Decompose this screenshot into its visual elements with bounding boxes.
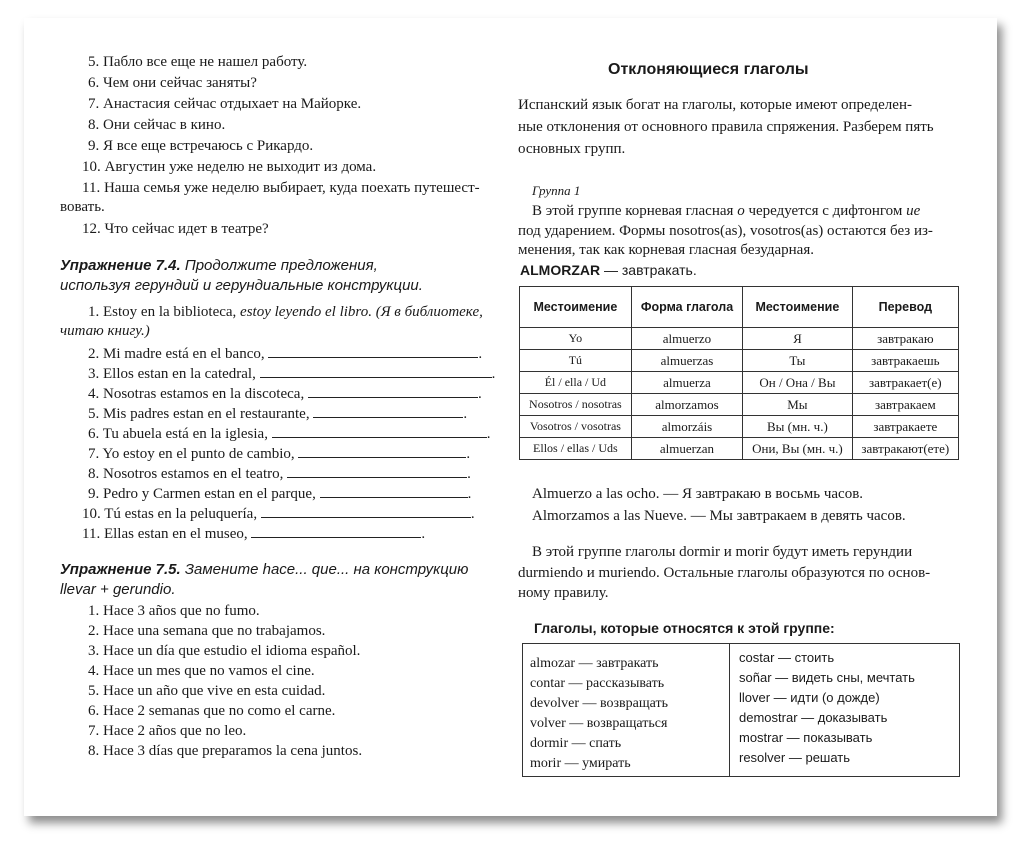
table-cell: Ты — [743, 350, 852, 372]
example-sentence: Almuerzo a las ocho. — Я завтракаю в восьмь часов. — [532, 486, 864, 502]
verb-item: volver — возвращаться — [530, 716, 668, 731]
group-description: менения, так как корневая гласная безударная. — [518, 242, 814, 258]
exercise-item: 3. Ellos estan en la catedral, . — [88, 366, 496, 382]
verb-item: llover — идти (о дожде) — [739, 690, 880, 705]
list-item: 6. Чем они сейчас заняты? — [88, 75, 257, 91]
exercise-item: 11. Ellas estan en el museo, . — [82, 526, 426, 542]
table-cell: Él / ella / Ud — [520, 372, 632, 394]
exercise-7-4-title: Упражнение 7.4. Продолжите предложения, — [60, 257, 378, 274]
table-cell: завтракаю — [852, 328, 958, 350]
exercise-item: 2. Mi madre está en el banco, . — [88, 346, 483, 362]
table-cell: Он / Она / Вы — [743, 372, 852, 394]
exercise-item: 8. Hace 3 días que preparamos la cena juntos. — [88, 743, 363, 759]
verbs-box — [522, 643, 960, 777]
table-cell: almuerzo — [631, 328, 742, 350]
table-header-row — [520, 287, 959, 328]
table-cell: Вы (мн. ч.) — [743, 416, 852, 438]
table-cell: almorzamos — [631, 394, 742, 416]
verbs-list-right — [739, 648, 915, 768]
exercise-item: 2. Hace una semana que no trabajamos. — [88, 623, 326, 639]
table-row — [520, 394, 959, 416]
page-title: Отклоняющиеся глаголы — [608, 61, 809, 78]
exercise-item: 3. Hace un día que estudio el idioma español. — [88, 643, 361, 659]
table-cell: almuerzan — [631, 438, 742, 460]
exercise-item: 4. Hace un mes que no vamos el cine. — [88, 663, 315, 679]
exercise-item: 8. Nosotros estamos en el teatro, . — [88, 466, 471, 482]
exercise-item: 1. Hace 3 años que no fumo. — [88, 603, 260, 619]
group-description: под ударением. Формы nosotros(as), vosotros(as) остаются без из- — [518, 223, 933, 239]
exercise-item: 5. Mis padres estan en el restaurante, . — [88, 406, 468, 422]
exercise-item: 6. Hace 2 semanas que no como el carne. — [88, 703, 336, 719]
table-header: Местоимение — [520, 287, 632, 328]
group-label: Группа 1 — [532, 183, 581, 198]
verbs-heading: Глаголы, которые относятся к этой группе: — [534, 620, 835, 636]
book-spread — [24, 18, 997, 816]
verb-item: morir — умирать — [530, 756, 631, 771]
intro-line: ные отклонения от основного правила спряжения. Разберем пять — [518, 119, 934, 135]
exercise-7-4-title-line2: используя герундий и герундиальные конструкции. — [60, 277, 423, 294]
verb-item: almozar — завтракать — [530, 656, 659, 671]
table-header: Форма глагола — [631, 287, 742, 328]
list-item: 7. Анастасия сейчас отдыхает на Майорке. — [88, 96, 362, 112]
table-cell: завтракаете — [852, 416, 958, 438]
exercise-item: 6. Tu abuela está en la iglesia, . — [88, 426, 491, 442]
exercise-item: 5. Hace un año que vive en esta cuidad. — [88, 683, 326, 699]
table-cell: Tú — [520, 350, 632, 372]
group-description: В этой группе корневая гласная o чередуется с дифтонгом ие — [532, 203, 921, 219]
table-header: Перевод — [852, 287, 958, 328]
verb-item: dormir — спать — [530, 736, 622, 751]
list-item-continuation: вовать. — [60, 199, 105, 215]
intro-line: основных групп. — [518, 141, 626, 157]
table-cell: almuerzas — [631, 350, 742, 372]
verb-item: resolver — решать — [739, 750, 851, 765]
table-row — [520, 350, 959, 372]
exercise-7-4-example: 1. Estoy en la biblioteca, estoy leyendo el libro. (Я в библиотеке, — [88, 304, 483, 320]
verb-item: demostrar — доказывать — [739, 710, 888, 725]
exercise-item: 7. Yo estoy en el punto de cambio, . — [88, 446, 471, 462]
list-item: 8. Они сейчас в кино. — [88, 117, 226, 133]
verb-item: devolver — возвращать — [530, 696, 668, 711]
exercise-item: 7. Hace 2 años que no leo. — [88, 723, 247, 739]
table-cell: Ellos / ellas / Uds — [520, 438, 632, 460]
table-row — [520, 328, 959, 350]
gerund-note: В этой группе глаголы dormir и morir будут иметь герундии — [532, 544, 913, 560]
list-item: 5. Пабло все еще не нашел работу. — [88, 54, 308, 70]
table-cell: Я — [743, 328, 852, 350]
table-row — [520, 372, 959, 394]
example-sentence: Almorzamos a las Nueve. — Мы завтракаем в девять часов. — [532, 508, 906, 524]
verb-item: costar — стоить — [739, 650, 835, 665]
gerund-note: ному правилу. — [518, 585, 609, 601]
table-cell: almorzáis — [631, 416, 742, 438]
gerund-note: durmiendo и muriendo. Остальные глаголы образуются по основ- — [518, 565, 931, 581]
table-row — [520, 416, 959, 438]
table-cell: завтракает(е) — [852, 372, 958, 394]
table-cell: завтракаешь — [852, 350, 958, 372]
intro-line: Испанский язык богат на глаголы, которые имеют определен- — [518, 97, 912, 113]
table-row — [520, 438, 959, 460]
exercise-7-5-title: Упражнение 7.5. Замените hace... que... на конструкцию — [60, 561, 469, 578]
verb-heading: ALMORZAR — завтракать. — [520, 262, 697, 278]
list-item: 11. Наша семья уже неделю выбирает, куда поехать путешест- — [82, 180, 480, 196]
exercise-7-4-example-line2: читаю книгу.) — [60, 323, 150, 339]
verb-item: contar — рассказывать — [530, 676, 665, 691]
table-cell: завтракаем — [852, 394, 958, 416]
table-cell: Vosotros / vosotras — [520, 416, 632, 438]
verbs-box-divider — [729, 644, 730, 776]
table-header: Местоимение — [743, 287, 852, 328]
list-item: 12. Что сейчас идет в театре? — [82, 221, 269, 237]
exercise-item: 10. Tú estas en la peluquería, . — [82, 506, 475, 522]
list-item: 9. Я все еще встречаюсь с Рикардо. — [88, 138, 314, 154]
exercise-item: 9. Pedro y Carmen estan en el parque, . — [88, 486, 472, 502]
table-cell: Yo — [520, 328, 632, 350]
list-item: 10. Августин уже неделю не выходит из дома. — [82, 159, 377, 175]
table-cell: Мы — [743, 394, 852, 416]
table-cell: Они, Вы (мн. ч.) — [743, 438, 852, 460]
verb-item: mostrar — показывать — [739, 730, 873, 745]
table-cell: Nosotros / nosotras — [520, 394, 632, 416]
verb-item: soñar — видеть сны, мечтать — [739, 670, 915, 685]
table-cell: завтракают(ете) — [852, 438, 958, 460]
conjugation-table — [519, 286, 959, 460]
exercise-item: 4. Nosotras estamos en la discoteca, . — [88, 386, 482, 402]
exercise-7-5-title-line2: llevar + gerundio. — [60, 581, 176, 598]
table-cell: almuerza — [631, 372, 742, 394]
verbs-list-left — [530, 654, 668, 774]
